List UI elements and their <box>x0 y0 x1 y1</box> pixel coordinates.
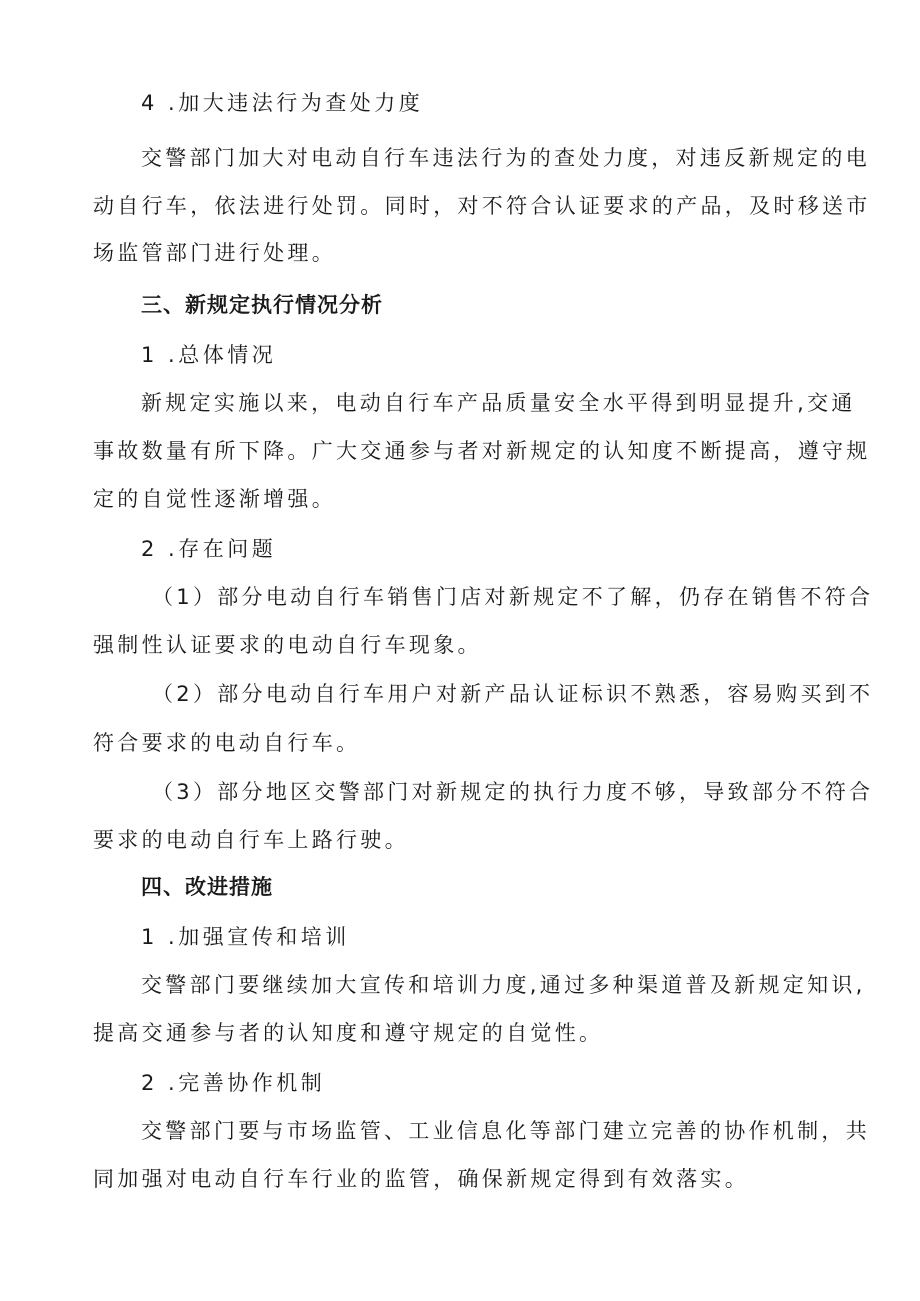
problem-line: （1）部分电动自行车销售门店对新规定不了解，仍存在销售不符合 <box>152 585 874 609</box>
item-title-overall: 1 .总体情况 <box>141 343 277 367</box>
problem-line: （3）部分地区交警部门对新规定的执行力度不够，导致部分不符合 <box>152 780 874 804</box>
paragraph-line: 事故数量有所下降。广大交通参与者对新规定的认知度不断提高，遵守规 <box>93 439 871 463</box>
paragraph-line: 场监管部门进行处理。 <box>93 241 336 265</box>
item-title-training: 1 .加强宣传和培训 <box>141 925 350 949</box>
paragraph-line: 同加强对电动自行车行业的监管，确保新规定得到有效落实。 <box>93 1167 750 1191</box>
problem-line: （2）部分电动自行车用户对新产品认证标识不熟悉，容易购买到不 <box>152 682 874 706</box>
item-title-cooperation: 2 .完善协作机制 <box>141 1071 326 1095</box>
paragraph-line: 新规定实施以来，电动自行车产品质量安全水平得到明显提升,交通 <box>141 391 856 415</box>
paragraph-line: 交警部门要与市场监管、工业信息化等部门建立完善的协作机制，共 <box>141 1119 870 1143</box>
item-title-problems: 2 .存在问题 <box>141 537 277 561</box>
paragraph-line: 提高交通参与者的认知度和遵守规定的自觉性。 <box>93 1021 604 1045</box>
paragraph-line: 动自行车，依法进行处罚。同时，对不符合认证要求的产品，及时移送市 <box>93 194 871 218</box>
problem-line: 符合要求的电动自行车。 <box>93 731 361 755</box>
problem-line: 强制性认证要求的电动自行车现象。 <box>93 633 482 657</box>
item-title-crackdown: 4 .加大违法行为查处力度 <box>141 91 424 115</box>
section-heading-analysis: 三、新规定执行情况分析 <box>141 293 383 317</box>
section-heading-improvements: 四、改进措施 <box>141 875 273 899</box>
paragraph-line: 定的自觉性逐渐增强。 <box>93 487 336 511</box>
paragraph-line: 交警部门加大对电动自行车违法行为的查处力度，对违反新规定的电 <box>141 146 870 170</box>
problem-line: 要求的电动自行车上路行驶。 <box>93 828 409 852</box>
paragraph-line: 交警部门要继续加大宣传和培训力度,通过多种渠道普及新规定知识, <box>141 973 866 997</box>
